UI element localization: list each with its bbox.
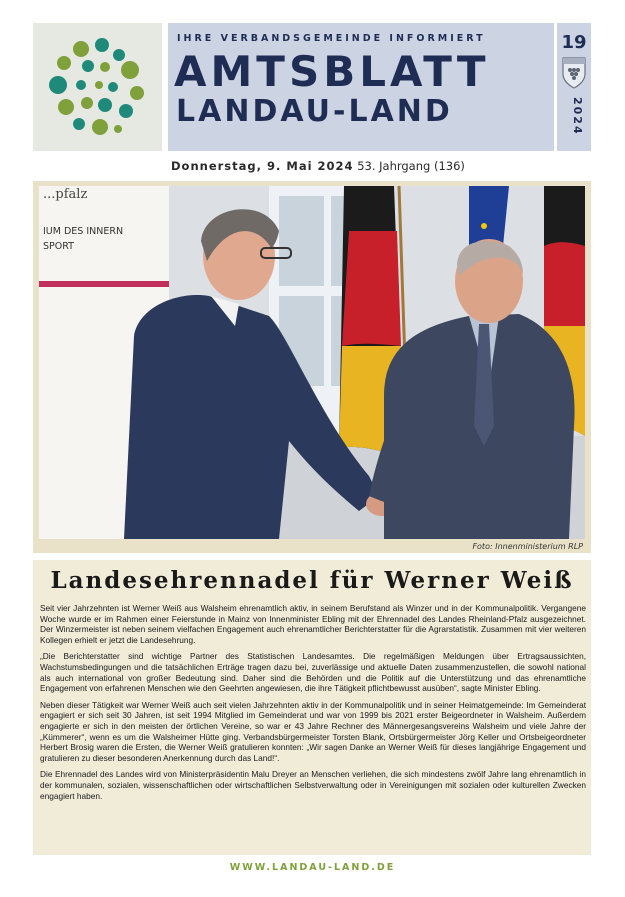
- issue-year: 2024: [571, 97, 584, 136]
- masthead-subtitle: IHRE VERBANDSGEMEINDE INFORMIERT: [177, 33, 486, 44]
- logo: [33, 23, 162, 151]
- article: [33, 560, 591, 855]
- article-paragraph: Die Ehrennadel des Landes wird von Ministerpräsidentin Malu Dreyer an Menschen verliehen, die sich mindestens zwölf Jahre lang ehrenamtlich in der kommunalen, sozialen, wissenschaftlichen oder wirtschaftlichen Selbstverwaltung oder in Vereinigungen mit sozialen oder kulturellen Zwecken engagiert haben.: [40, 769, 586, 801]
- dateline: [171, 159, 465, 173]
- masthead-title: AMTSBLATT: [174, 47, 490, 96]
- article-body: [40, 603, 586, 807]
- article-paragraph: Neben dieser Tätigkeit war Werner Weiß auch seit vielen Jahrzehnten aktiv in der Kommunalpolitik und in seiner Heimatgemeinde: Im Gemeinderat engagiert er sich seit 30 Jahren, ist seit 1994 Mitglied im Gemeinderat und war von 1999 bis 2021 erster Beigeordneter in Walsheim. Außerdem engagierte er sich in den meisten der örtlichen Vereine, so war er 43 Jahre Rechner des Männergesangsvereins Walsheim und viele Jahre der „Kümmerer“, wenn es um die Walsheimer Hütte ging. Verbandsbürgermeister Torsten Blank, Ortsbürgermeister Jörg Keller und Ortsbeigeordneter Herbert Brosig waren die Ersten, die Werner Weiß gratulieren konnten: „Wir sagen Danke an Werner Weiß für dieses langjährige Engagement und gratulieren zu dieser besonderen Anerkennung durch das Land!“.: [40, 699, 586, 763]
- issue-box: [557, 23, 591, 151]
- photo-frame: [33, 181, 591, 553]
- logo-dots-icon: [33, 23, 162, 151]
- issue-date: Donnerstag, 9. Mai 2024: [171, 159, 354, 173]
- issue-number: 19: [561, 32, 587, 53]
- article-paragraph: Seit vier Jahrzehnten ist Werner Weiß aus Walsheim ehrenamtlich aktiv, in seinem Berufstand als Winzer und in der Kommunalpolitik. Vergangene Woche wurde er im Rahmen einer Feierstunde in Mainz von Innenminister Ebling mit der Ehrennadel des Landes Rheinland-Pfalz ausgezeichnet. Der Winzermeister ist neben seinem vielfachen Engagement auch ehrenamtlicher Berichterstatter für die Agrarstatistik. Zusammen mit vier weiteren Kollegen erhielt er jetzt die Landesehrung.: [40, 603, 586, 645]
- article-paragraph: „Die Berichterstatter sind wichtige Partner des Statistischen Landesamtes. Die regelmäßigen Meldungen über Ertragsaussichten, Wachstumsbedingungen und die tatsächlichen Erträge tragen dazu bei, zuverlässige und aktuelle Daten zusammenzustellen, die sowohl national als auch international von großer Bedeutung sind. Daher sind die Behörden und die Politik auf die Unterstützung und das ehrenamtliche Engagement von erfahrenen Menschen wie den Geehrten angewiesen, die ihre Tätigkeit pflichtbewusst ausüben“, sagte Minister Ebling.: [40, 651, 586, 694]
- banner-text-top: ...pfalz: [43, 187, 88, 202]
- banner-text-line1: IUM DES INNERN: [43, 226, 124, 237]
- masthead: [168, 23, 554, 151]
- footer-url[interactable]: WWW.LANDAU-LAND.DE: [229, 862, 396, 873]
- photo-illustration: [39, 186, 585, 539]
- article-headline: Landesehrennadel für Werner Weiß: [50, 567, 574, 594]
- coat-of-arms-icon: [561, 56, 587, 90]
- award-photo: [39, 186, 585, 539]
- masthead-title-line2: LANDAU-LAND: [176, 94, 453, 129]
- volume: 53. Jahrgang (136): [357, 159, 465, 173]
- banner-text-line2: SPORT: [43, 241, 74, 252]
- photo-credit: Foto: Innenministerium RLP: [472, 542, 583, 551]
